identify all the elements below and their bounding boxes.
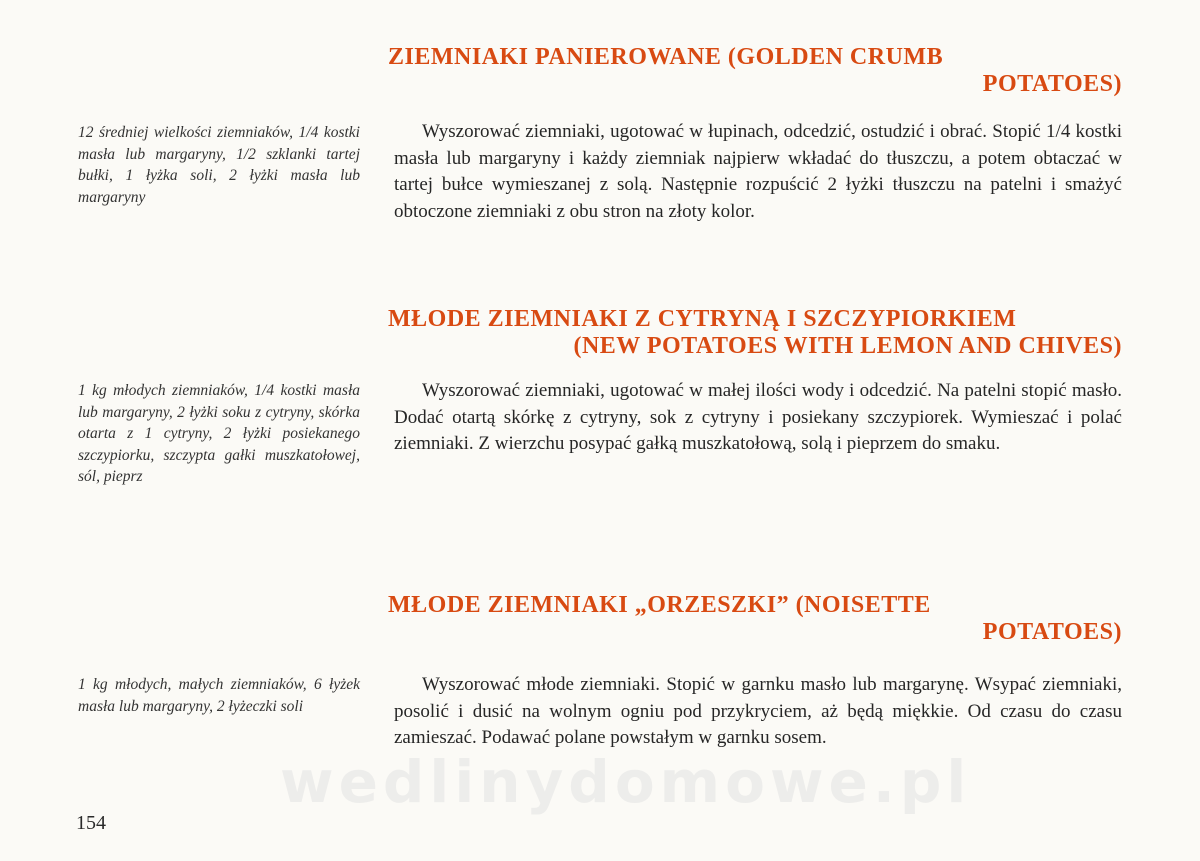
method-golden-crumb: Wyszorować ziemniaki, ugotować w łupinach, odcedzić, ostudzić i obrać. Stopić 1/4 kostki masła lub margaryny i każdy ziemniak najpierw wkładać do tłuszczu, a potem obtaczać w tartej bułce wymieszanej z solą. Następnie rozpuścić 2 łyżki tłuszczu na patelni i smażyć obtoczone ziemniaki z obu stron na złoty kolor. [394,121,1122,222]
recipe-title-line: POTATOES) [982,71,1122,97]
recipe-title-line: (NEW POTATOES WITH LEMON AND CHIVES) [573,333,1122,359]
recipe-title-noisette [388,592,1122,646]
recipe-title-line: MŁODE ZIEMNIAKI „ORZESZKI” (NOISETTE [388,592,931,618]
method-lemon-chives: Wyszorować ziemniaki, ugotować w małej ilości wody i odcedzić. Na patelni stopić masło. Dodać otartą skórkę z cytryny, sok z cytryny i posiekany szczypiorek. Wymieszać i polać ziemniaki. Z wierzchu posypać gałką muszkatołową, solą i pieprzem do smaku. [394,380,1122,454]
recipe-title-lemon-chives [388,306,1122,360]
recipe-title-line: ZIEMNIAKI PANIEROWANE (GOLDEN CRUMB [388,44,944,70]
recipe-title-line: MŁODE ZIEMNIAKI Z CYTRYNĄ I SZCZYPIORKIEM [388,306,1017,332]
method-noisette: Wyszorować młode ziemniaki. Stopić w garnku masło lub margarynę. Wsypać ziemniaki, posolić i dusić na wolnym ogniu pod przykryciem, aż będą miękkie. Od czasu do czasu zamieszać. Podawać polane powstałym w garnku sosem. [394,674,1122,748]
recipe-title-line: POTATOES) [982,619,1122,645]
ingredients-golden-crumb: 12 średniej wielkości ziemniaków, 1/4 kostki masła lub margaryny, 1/2 szklanki tartej bułki, 1 łyżka soli, 2 łyżki masła lub margaryny [78,124,360,206]
ingredients-noisette: 1 kg młodych, małych ziemniaków, 6 łyżek masła lub margaryny, 2 łyżeczki soli [78,676,360,715]
ingredients-lemon-chives: 1 kg młodych ziemniaków, 1/4 kostki masła lub margaryny, 2 łyżki soku z cytryny, skórka otarta z 1 cytryny, 2 łyżki posiekanego szczypiorku, szczypta gałki muszkatołowej, sól, pieprz [78,382,360,485]
recipe-title-golden-crumb [388,44,1122,98]
page-number: 154 [76,812,106,834]
watermark: wedlinydomowe.pl [280,748,972,816]
